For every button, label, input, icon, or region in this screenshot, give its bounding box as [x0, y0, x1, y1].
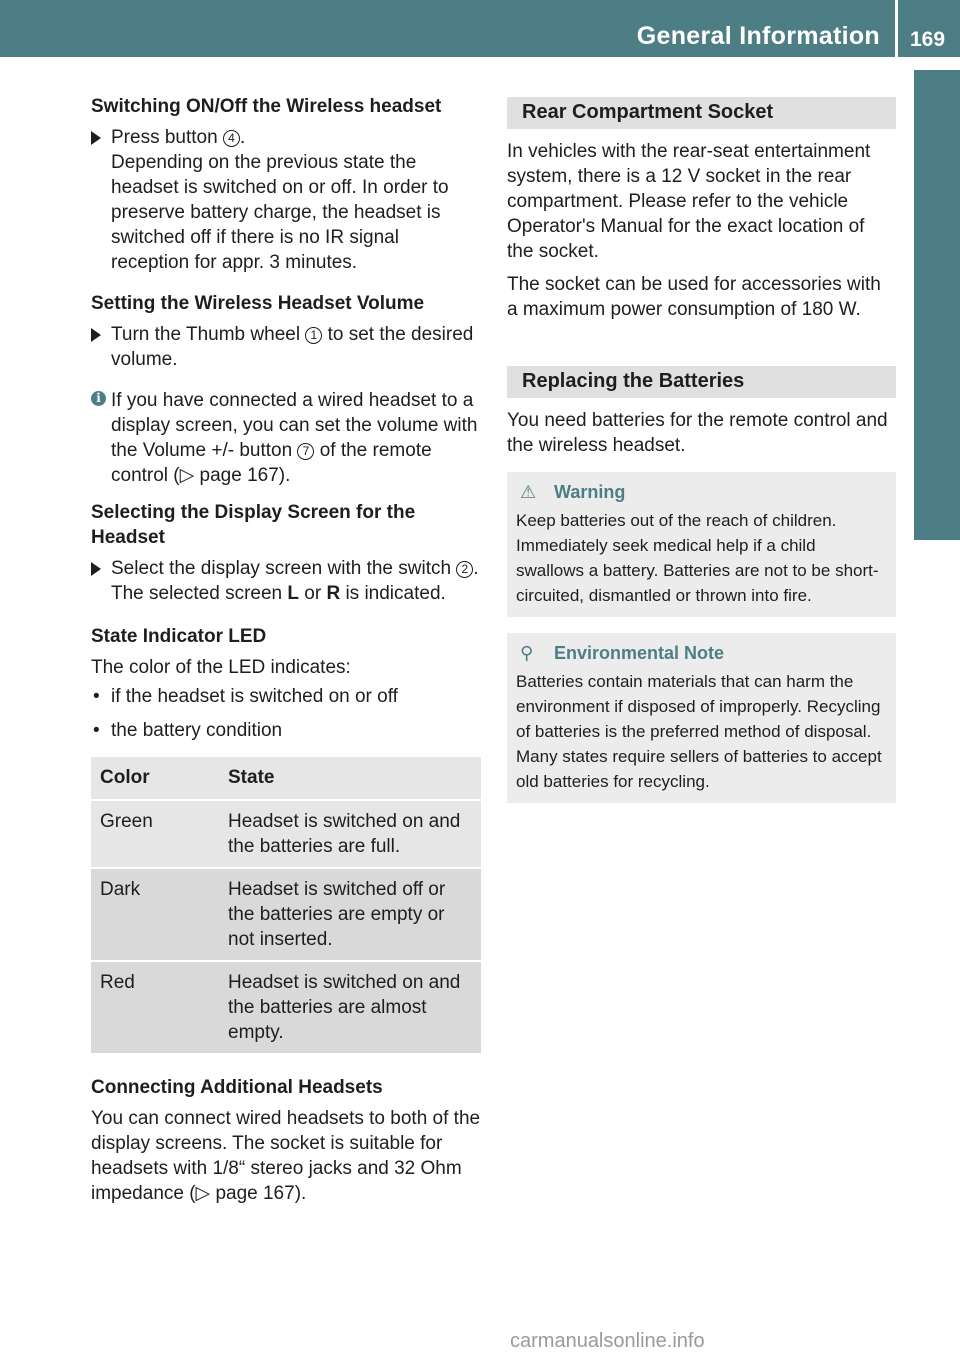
warning-box — [507, 472, 896, 617]
step-arrow-icon — [91, 328, 101, 342]
circled-number-icon: 1 — [305, 327, 322, 344]
warning-title — [516, 480, 887, 504]
watermark: carmanualsonline.info — [510, 1330, 705, 1352]
table-cell: Headset is switched off or the batteries are empty or not inserted. — [219, 868, 481, 961]
table-cell: Red — [91, 961, 219, 1054]
header-divider — [895, 0, 898, 57]
table-row — [91, 800, 481, 868]
led-intro: The color of the LED indicates: — [91, 657, 351, 678]
circled-number-icon: 7 — [297, 443, 314, 460]
step-arrow-icon — [91, 131, 101, 145]
table-header: Color — [91, 757, 219, 800]
step-detail: Depending on the previous state the headset is switched on or off. In order to preserve battery charge, the headset is switched off if there is no IR signal reception for appr. 3 minutes. — [111, 152, 449, 273]
warning-icon: ⚠ — [520, 482, 537, 502]
rear-socket-text-2: The socket can be used for accessories with a maximum power consumption of 180 W. — [507, 274, 881, 320]
table-cell: Green — [91, 800, 219, 868]
page-number: 169 — [910, 28, 946, 51]
leaf-icon: ⚲ — [520, 643, 534, 663]
step-text: . — [473, 558, 479, 579]
heading-volume: Setting the Wireless Headset Volume — [91, 293, 425, 314]
environmental-note-box — [507, 633, 896, 803]
bullet-text: if the headset is switched on or off — [111, 686, 398, 707]
page-header — [0, 0, 960, 57]
step-text: . — [239, 127, 246, 148]
step-detail — [111, 581, 481, 606]
detail-text: is indicated. — [340, 583, 446, 604]
table-cell: Dark — [91, 868, 219, 961]
bullet-icon: • — [93, 720, 100, 741]
circled-number-icon: 4 — [223, 130, 240, 147]
step-text: Select the display screen with the switch — [111, 558, 457, 579]
heading-led: State Indicator LED — [91, 626, 267, 647]
section-rear-socket: Rear Compartment Socket — [507, 97, 896, 129]
table-row — [91, 961, 481, 1054]
right-column — [507, 97, 896, 819]
info-note — [91, 388, 481, 488]
info-icon: i — [91, 391, 106, 406]
heading-display-screen: Selecting the Display Screen for the Headset — [91, 502, 416, 548]
screen-r: R — [326, 583, 341, 604]
step-select-screen — [91, 556, 481, 606]
left-column — [91, 94, 481, 1214]
environmental-note-text: Batteries contain materials that can harm the environment if disposed of improperly. Recycling of batteries is the preferred method of disposal. Many states require sellers of batteries to accept old batteries for recycling. — [516, 672, 882, 791]
note-text: of the remote control (▷ page 167). — [111, 440, 432, 486]
environmental-note-title-text: Environmental Note — [554, 643, 725, 663]
section-replacing-batteries: Replacing the Batteries — [507, 366, 896, 398]
step-text: to set the desired volume. — [111, 324, 474, 370]
bullet-icon: • — [93, 686, 100, 707]
additional-headsets-text: You can connect wired headsets to both of the display screens. The socket is suitable for headsets with 1/8“ stereo jacks and 32 Ohm impedance (▷ page 167). — [91, 1108, 481, 1204]
warning-text: Keep batteries out of the reach of children. Immediately seek medical help if a child swallows a battery. Batteries are not to be short-circuited, dismantled or thrown into fire. — [516, 511, 879, 605]
step-thumb-wheel — [91, 322, 481, 372]
step-text: Press button — [111, 127, 223, 148]
led-table — [91, 757, 481, 1055]
table-cell: Headset is switched on and the batteries are almost empty. — [219, 961, 481, 1054]
detail-text: The selected screen — [111, 583, 288, 604]
bullet-text: the battery condition — [111, 720, 283, 741]
detail-text: or — [298, 583, 327, 604]
heading-additional-headsets: Connecting Additional Headsets — [91, 1077, 383, 1098]
screen-l: L — [287, 583, 299, 604]
step-arrow-icon — [91, 562, 101, 576]
header-title: General Information — [636, 22, 880, 50]
step-text: Turn the Thumb wheel — [111, 324, 306, 345]
circled-number-icon: 2 — [456, 561, 473, 578]
rear-socket-text-1: In vehicles with the rear-seat entertainment system, there is a 12 V socket in the rear compartment. Please refer to the vehicle Operator's Manual for the exact location of the socket. — [507, 141, 871, 262]
environmental-note-title — [516, 641, 887, 665]
heading-switching: Switching ON/Off the Wireless headset — [91, 96, 442, 117]
table-cell: Headset is switched on and the batteries are full. — [219, 800, 481, 868]
table-header: State — [219, 757, 481, 800]
list-item — [91, 684, 481, 709]
side-tab-label: Rear Seat Entertainment — [922, 159, 951, 451]
table-row — [91, 868, 481, 961]
list-item — [91, 718, 481, 743]
batteries-text: You need batteries for the remote control and the wireless headset. — [507, 410, 888, 456]
note-text: If you have connected a wired headset to a display screen, you can set the volume with the Volume +/- button — [111, 390, 478, 461]
step-press-button — [91, 125, 481, 275]
warning-title-text: Warning — [554, 482, 626, 502]
